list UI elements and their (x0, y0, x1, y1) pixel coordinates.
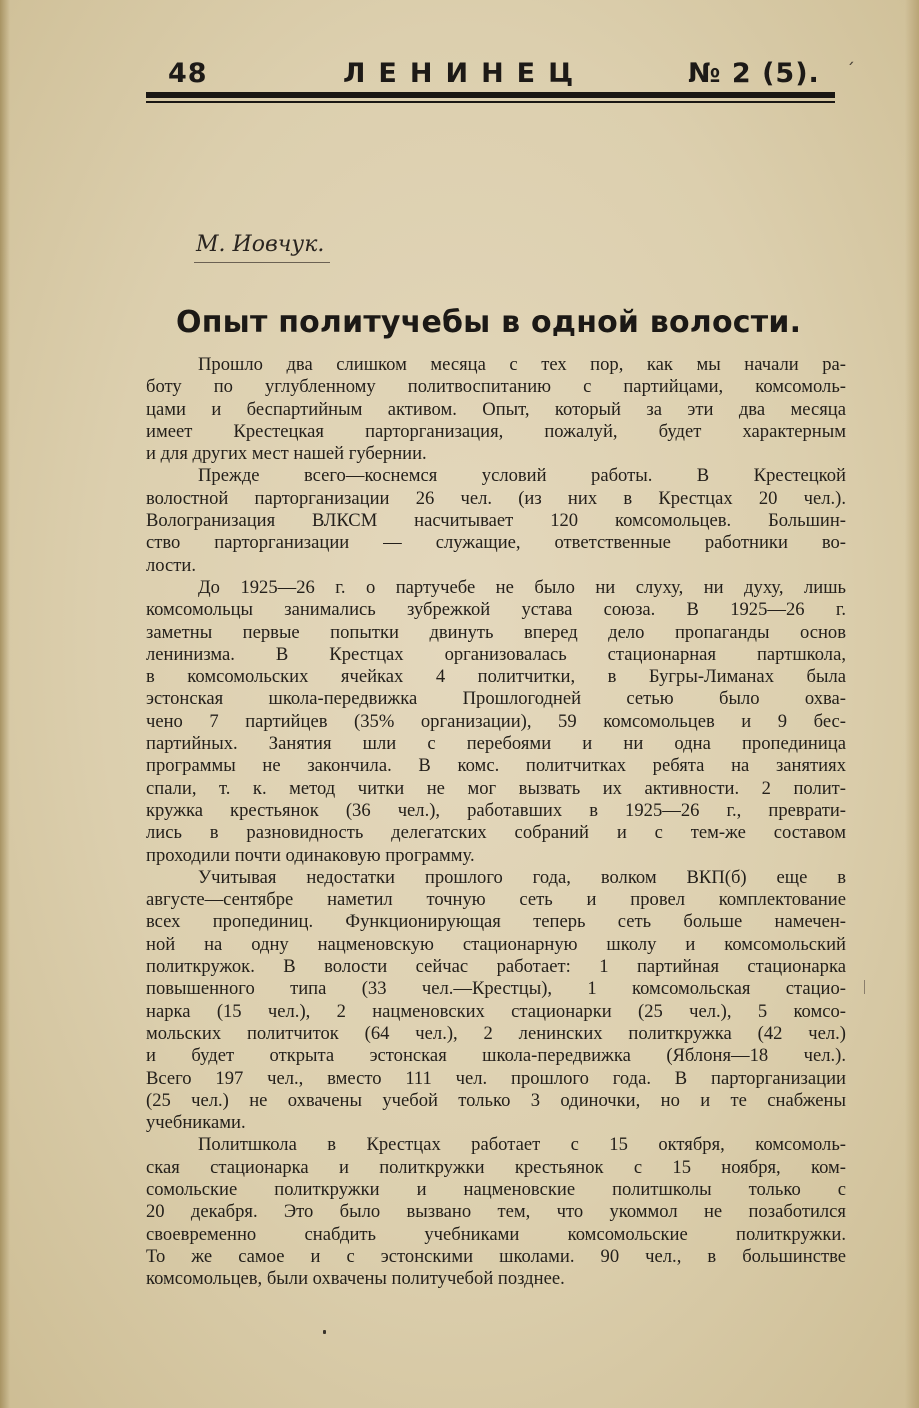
body-line: комсомольцы занимались зубрежкой устава союза. В 1925—26 г. (146, 599, 846, 621)
page-edge-right (905, 0, 919, 1408)
body-line: цами и беспартийным активом. Опыт, который за эти два месяца (146, 398, 846, 420)
body-line: ство парторганизации — служащие, ответственные работники во- (146, 532, 846, 554)
body-line: программы не закончила. В комс. политчитках ребята на занятиях (146, 755, 846, 777)
body-line: лись в разновидность делегатских собраний и с тем-же составом (146, 822, 846, 844)
body-line: политкружок. В волости сейчас работает: 1 партийная стационарка (146, 956, 846, 978)
body-line: августе—сентябре наметил точную сеть и провел комплектование (146, 889, 846, 911)
body-line: нарка (15 чел.), 2 нацменовских стационарки (25 чел.), 5 комсо- (146, 1000, 846, 1022)
body-line: и будет открыта эстонская школа-передвижка (Яблоня—18 чел.). (146, 1045, 846, 1067)
body-line: повышенного типа (33 чел.—Крестцы), 1 комсомольская стацио- (146, 978, 846, 1000)
body-line: учебниками. (146, 1112, 246, 1134)
body-line: боту по углубленному политвоспитанию с партийцами, комсомоль- (146, 376, 846, 398)
body-line: своевременно снабдить учебниками комсомольские политкружки. (146, 1223, 846, 1245)
body-line: имеет Крестецкая парторганизация, пожалуй, будет характерным (146, 420, 846, 442)
body-line: Вологранизация ВЛКСМ насчитывает 120 комсомольцев. Большин- (146, 510, 846, 532)
article-body (146, 354, 846, 1290)
print-speck (323, 1330, 326, 1334)
body-line: ленинизма. В Крестцах организовалась стационарная партшкола, (146, 643, 846, 665)
issue-number: № 2 (5). (688, 58, 820, 89)
body-line: ская стационарка и политкружки крестьянок с 15 ноября, ком- (146, 1156, 846, 1178)
body-line: До 1925—26 г. о партучебе не было ни слуху, ни духу, лишь (198, 576, 846, 598)
body-line: всех пропединиц. Функционирующая теперь сеть больше намечен- (146, 911, 846, 933)
body-line: заметны первые попытки двинуть вперед дело пропаганды основ (146, 621, 846, 643)
margin-mark (864, 980, 865, 994)
body-line: волостной парторганизации 26 чел. (из них в Крестцах 20 чел.). (146, 487, 846, 509)
body-line: эстонская школа-передвижка Прошлогодней сетью было охва- (146, 688, 846, 710)
body-line: мольских политчиток (64 чел.), 2 ленинских политкружка (42 чел.) (146, 1022, 846, 1044)
body-line: То же самое и с эстонскими школами. 90 чел., в большинстве (146, 1245, 846, 1267)
body-line: партийных. Занятия шли с перебоями и ни одна пропединица (146, 733, 846, 755)
body-line: сомольские политкружки и нацменовские политшколы только с (146, 1178, 846, 1200)
page-number: 48 (168, 58, 208, 89)
body-line: спали, т. к. метод читки не мог вызвать их активности. 2 полит- (146, 777, 846, 799)
body-line: Учитывая недостатки прошлого года, волком ВКП(б) еще в (198, 866, 846, 888)
page-edge-left (0, 0, 10, 1408)
body-line: Прежде всего—коснемся условий работы. В Крестецкой (198, 465, 846, 487)
author-underline (194, 262, 330, 263)
body-line: (25 чел.) не охвачены учебой только 3 одиночки, но и те снабжены (146, 1089, 846, 1111)
body-line: лости. (146, 554, 197, 576)
tick-mark: ´ (846, 60, 855, 81)
body-line: 20 декабря. Это было вызвано тем, что укоммол не позаботился (146, 1201, 846, 1223)
header-rule-thick (146, 92, 835, 98)
journal-title: ЛЕНИНЕЦ (343, 58, 587, 89)
body-line: проходили почти одинаковую программу. (146, 844, 475, 866)
body-line: Всего 197 чел., вместо 111 чел. прошлого года. В парторганизации (146, 1067, 846, 1089)
body-line: комсомольцев, были охвачены политучебой позднее. (146, 1268, 565, 1290)
article-author: М. Иовчук. (196, 232, 325, 257)
header-rule-thin (146, 101, 835, 103)
body-line: в комсомольских ячейках 4 политчитки, в Бугры-Лиманах была (146, 666, 846, 688)
body-line: Прошло два слишком месяца с тех пор, как мы начали ра- (198, 354, 846, 375)
body-line: чено 7 партийцев (35% организации), 59 комсомольцев и 9 бес- (146, 710, 846, 732)
article-title: Опыт политучебы в одной волости. (176, 305, 802, 340)
running-head (148, 52, 855, 96)
body-line: ной на одну нацменовскую стационарную школу и комсомольский (146, 933, 846, 955)
body-line: Политшкола в Крестцах работает с 15 октября, комсомоль- (198, 1134, 846, 1156)
body-line: и для других мест нашей губернии. (146, 443, 427, 465)
body-line: кружка крестьянок (36 чел.), работавших в 1925—26 г., преврати- (146, 799, 846, 821)
